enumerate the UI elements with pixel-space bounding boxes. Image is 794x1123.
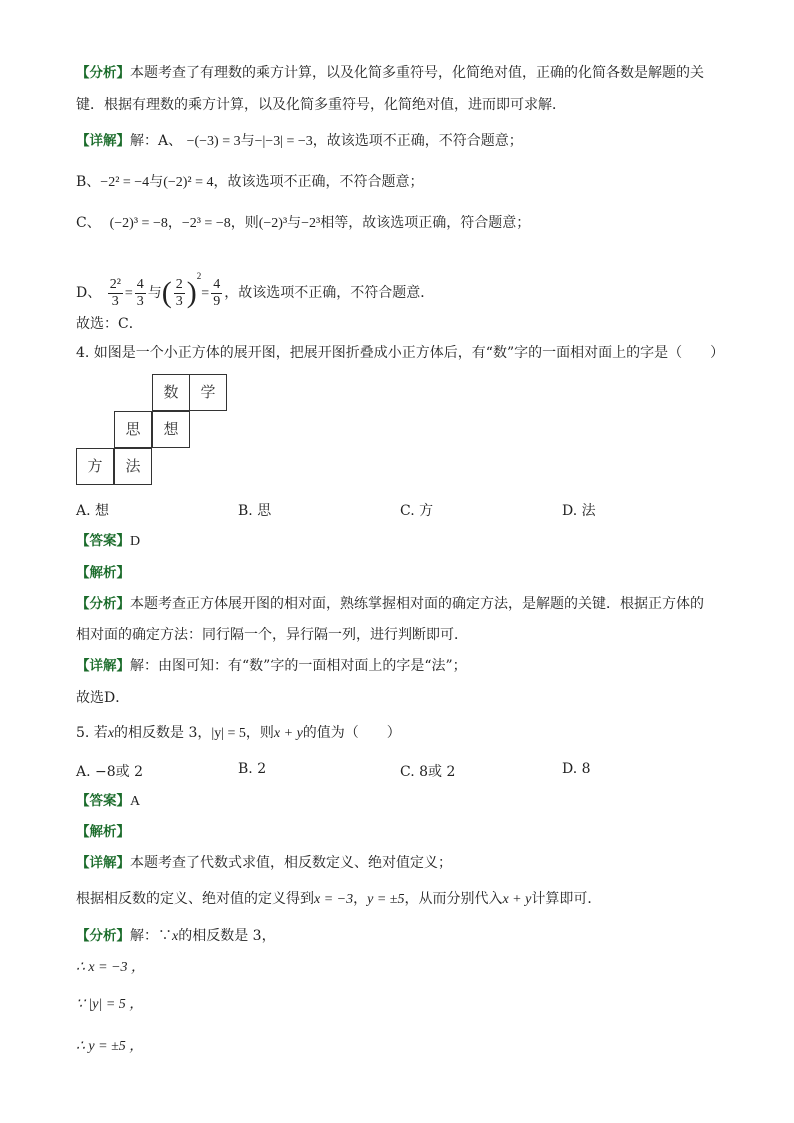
q5-option-c: C. 8或 2: [400, 764, 456, 780]
net-cell: 学: [189, 374, 227, 411]
q3-analysis-line2: 键．根据有理数的乘方计算，以及化简多重符号，化简绝对值，进而即可求解．: [76, 97, 566, 113]
analysis-tag: 【分析】: [76, 596, 130, 612]
net-cell: 数: [152, 374, 190, 411]
q4-question: 4. 如图是一个小正方体的展开图，把展开图折叠成小正方体后，有“数”字的一面相对面上的字是（ ）: [76, 345, 725, 361]
q4-answer-line: 【答案】D: [76, 533, 141, 549]
q5-jiexi: [76, 822, 130, 842]
q3-option-d-line: D、 $\frac{\text{2²}}{3}$ = $\frac{4}{3}$ 与( $\frac{2}{3}$ )$^2$= $\frac{4}{9}$ ，故该选项不正确，不符合题意．: [76, 271, 435, 309]
q4-option-a: A. 想: [76, 503, 110, 519]
q4-option-d: D. 法: [562, 503, 596, 519]
q5-option-b: B. 2: [238, 761, 267, 777]
q5-step2: ∴ x = −3 ，: [76, 960, 146, 975]
q4-conclusion: 故选D．: [76, 690, 130, 706]
jiexi-tag: 【解析】: [76, 824, 130, 840]
q3-option-b-line: B、−2² = −4与(−2)² = 4，故该选项不正确，不符合题意；: [76, 174, 424, 190]
q5-detail: 【详解】本题考查了代数式求值，相反数定义、绝对值定义；: [76, 855, 452, 871]
q3-option-c-line: C、 (−2)³ = −8，−2³ = −8，则(−2)³与−2³相等，故该选项正确，符合题意；: [76, 215, 531, 231]
q4-analysis-line2: 相对面的确定方法：同行隔一个，异行隔一列，进行判断即可．: [76, 627, 468, 643]
net-cell: 方: [76, 448, 114, 485]
q5-option-d: D. 8: [562, 761, 591, 777]
net-cell: 思: [114, 411, 152, 448]
q5-step4: ∴ y = ±5 ，: [76, 1039, 144, 1054]
q4-jiexi: [76, 563, 130, 583]
q5-option-a: A. −8或 2: [76, 764, 144, 780]
analysis-tag: 【分析】: [76, 65, 130, 81]
q5-step3: ∵ |y| = 5 ，: [76, 997, 144, 1012]
q3-detail-a: 【详解】解：A、 −(−3) = 3与−|−3| = −3，故该选项不正确，不符合题意；: [76, 133, 523, 149]
fraction: $\frac{\text{2²}}{3}$: [109, 276, 121, 309]
q4-option-b: B. 思: [238, 503, 272, 519]
q4-analysis-line1: 【分析】本题考查正方体展开图的相对面，熟练掌握相对面的确定方法，是解题的关键．根据正方体的: [76, 596, 704, 612]
q3-conclusion: 故选：C．: [76, 316, 143, 332]
q5-detail-line2: 根据相反数的定义、绝对值的定义得到x = −3，y = ±5，从而分别代入x + y计算即可．: [76, 891, 602, 907]
fraction: $\frac{2}{3}$: [175, 276, 183, 309]
detail-tag: 【详解】: [76, 658, 130, 674]
detail-tag: 【详解】: [76, 133, 130, 149]
fraction: $\frac{4}{3}$: [136, 276, 144, 309]
q5-step1: 【分析】解：∵x的相反数是 3，: [76, 928, 276, 944]
analysis-tag: 【分析】: [76, 928, 130, 944]
q4-option-c: C. 方: [400, 503, 434, 519]
jiexi-tag: 【解析】: [76, 565, 130, 581]
cube-net-figure: [76, 374, 236, 488]
q4-detail: 【详解】解：由图可知：有“数”字的一面相对面上的字是“法”；: [76, 658, 467, 674]
net-cell: 想: [152, 411, 190, 448]
answer-tag: 【答案】: [76, 533, 130, 549]
answer-tag: 【答案】: [76, 793, 130, 809]
detail-tag: 【详解】: [76, 855, 130, 871]
fraction: $\frac{4}{9}$: [213, 276, 221, 309]
q5-answer-line: 【答案】A: [76, 793, 141, 809]
q5-question: 5. 若x的相反数是 3，|y| = 5，则x + y的值为（ ）: [76, 725, 401, 741]
q3-analysis-line1: 【分析】本题考查了有理数的乘方计算，以及化简多重符号，化简绝对值，正确的化简各数是解题的关: [76, 65, 704, 81]
net-cell: 法: [114, 448, 152, 485]
